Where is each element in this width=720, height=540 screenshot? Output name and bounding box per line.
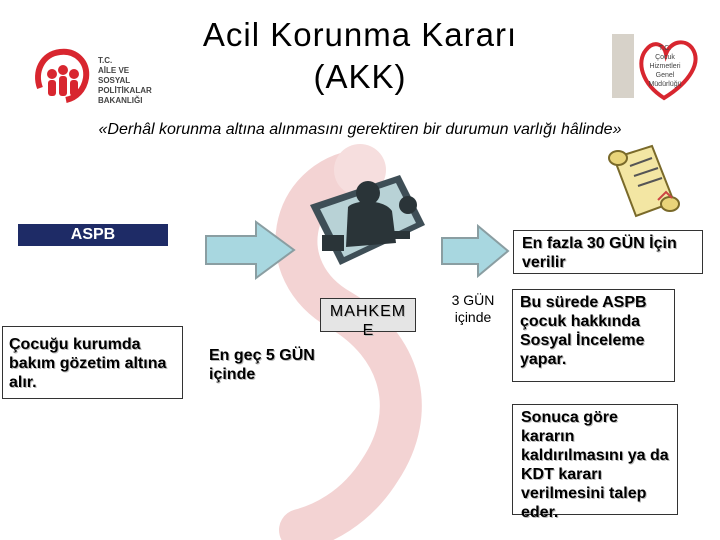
logo-text-tc: T.C.	[98, 56, 113, 65]
family-emblem-icon	[32, 44, 94, 106]
aspb-label: ASPB	[18, 224, 168, 246]
social-inspection-box: Bu sürede ASPB çocuk hakkında Sosyal İnceleme yapar.	[512, 289, 675, 382]
court-label-line-1: MAHKEM	[329, 303, 407, 320]
logo2-text-genel: Genel	[655, 72, 675, 79]
ministry-logo	[32, 42, 182, 110]
care-step-box: Çocuğu kurumda bakım gözetim altına alır.	[2, 326, 183, 399]
page-title	[170, 14, 550, 98]
three-days-note: 3 GÜN içinde	[451, 292, 495, 325]
logo2-text-cocuk: Çocuk	[655, 54, 675, 61]
logo2-text-mudurlugu: Müdürlüğü	[648, 81, 682, 88]
logo2-text-hizmetleri: Hizmetleri	[649, 63, 681, 70]
flow-arrow-1	[204, 220, 296, 280]
five-days-note: En geç 5 GÜN içinde	[209, 347, 315, 383]
thirty-days-box: En fazla 30 GÜN İçin verilir	[513, 230, 703, 274]
decision-request-box: Sonuca göre kararın kaldırılmasını ya da KDT kararı verilmesini talep eder.	[512, 404, 678, 515]
title-line-2: (AKK)	[313, 58, 407, 95]
directorate-logo	[612, 26, 712, 106]
judge-illustration-icon	[300, 165, 430, 270]
logo-text-sosyal: SOSYAL POLİTİKALAR	[98, 76, 152, 95]
title-line-1: Acil Korunma Kararı	[202, 16, 518, 53]
flow-arrow-2	[440, 224, 510, 278]
logo2-text-tc: T.C.	[658, 45, 672, 52]
subtitle: «Derhâl korunma altına alınmasını gerektiren bir durumun varlığı hâlinde»	[98, 121, 622, 138]
scroll-document-icon	[600, 140, 680, 220]
logo-text-bakanlik: BAKANLIĞI	[98, 96, 143, 105]
logo-text-aile: AİLE VE	[98, 66, 130, 75]
court-label-line-2: E	[362, 322, 374, 339]
